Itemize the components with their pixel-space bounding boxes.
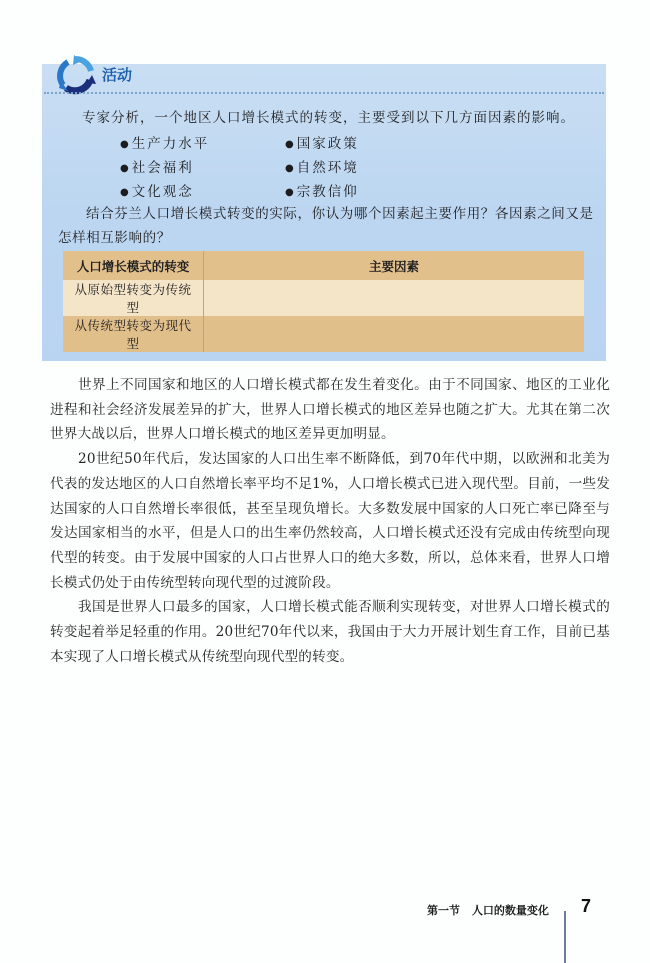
factor-item: ● 文化观念	[120, 182, 285, 203]
dotted-divider	[44, 92, 604, 94]
table-row	[63, 316, 584, 352]
factors-answer-cell[interactable]	[204, 316, 585, 352]
activity-question: 结合芬兰人口增长模式转变的实际，你认为哪个因素起主要作用？各因素之间又是怎样相互影响的？	[58, 206, 594, 246]
header-main-factors: 主要因素	[204, 251, 585, 280]
activity-title: 活动	[102, 66, 133, 84]
factor-item: ● 国家政策	[285, 134, 485, 155]
paragraph: 20世纪50年代后，发达国家的人口出生率不断降低，到70年代中期，以欧洲和北美为代表的发达地区的人口自然增长率平均不足1%，人口增长模式已进入现代型。目前，一些发达国家的人口自然增长率很低，甚至呈现负增长。大多数发展中国家的人口死亡率已降至与发达国家相当的水平，但是人口的出生率仍然较高，人口增长模式还没有完成由传统型向现代型的转变。由于发展中国家的人口占世界人口的绝大多数，所以，总体来看，世界人口增长模式仍处于由传统型转向现代型的过渡阶段。	[50, 451, 610, 591]
factor-table	[63, 251, 584, 352]
paragraph: 我国是世界人口最多的国家，人口增长模式能否顺利实现转变，对世界人口增长模式的转变起着举足轻重的作用。20世纪70年代以来，我国由于大力开展计划生育工作，目前已基本实现了人口增长模式从传统型向现代型的转变。	[50, 599, 610, 665]
transition-cell: 从传统型转变为现代型	[63, 316, 204, 352]
cycle-arrows-icon	[56, 55, 96, 95]
table-header-row	[63, 251, 584, 280]
factors-answer-cell[interactable]	[204, 280, 585, 316]
factor-item: ● 生产力水平	[120, 134, 285, 155]
factor-item: ● 宗教信仰	[285, 182, 485, 203]
body-text	[50, 373, 610, 669]
factor-item: ● 社会福利	[120, 158, 285, 179]
footer-chapter-title: 第一节 人口的数量变化	[427, 904, 549, 917]
page-number: 7	[581, 896, 592, 916]
factor-list	[120, 134, 500, 203]
header-transition: 人口增长模式的转变	[63, 251, 204, 280]
paragraph: 世界上不同国家和地区的人口增长模式都在发生着变化。由于不同国家、地区的工业化进程和社会经济发展差异的扩大，世界人口增长模式的地区差异也随之扩大。尤其在第二次世界大战以后，世界人口增长模式的地区差异更加明显。	[50, 377, 610, 443]
table-row	[63, 280, 584, 316]
footer-divider	[564, 911, 566, 963]
activity-box	[42, 64, 606, 361]
transition-cell: 从原始型转变为传统型	[63, 280, 204, 316]
activity-intro: 专家分析，一个地区人口增长模式的转变，主要受到以下几方面因素的影响。	[82, 110, 575, 126]
factor-item: ● 自然环境	[285, 158, 485, 179]
